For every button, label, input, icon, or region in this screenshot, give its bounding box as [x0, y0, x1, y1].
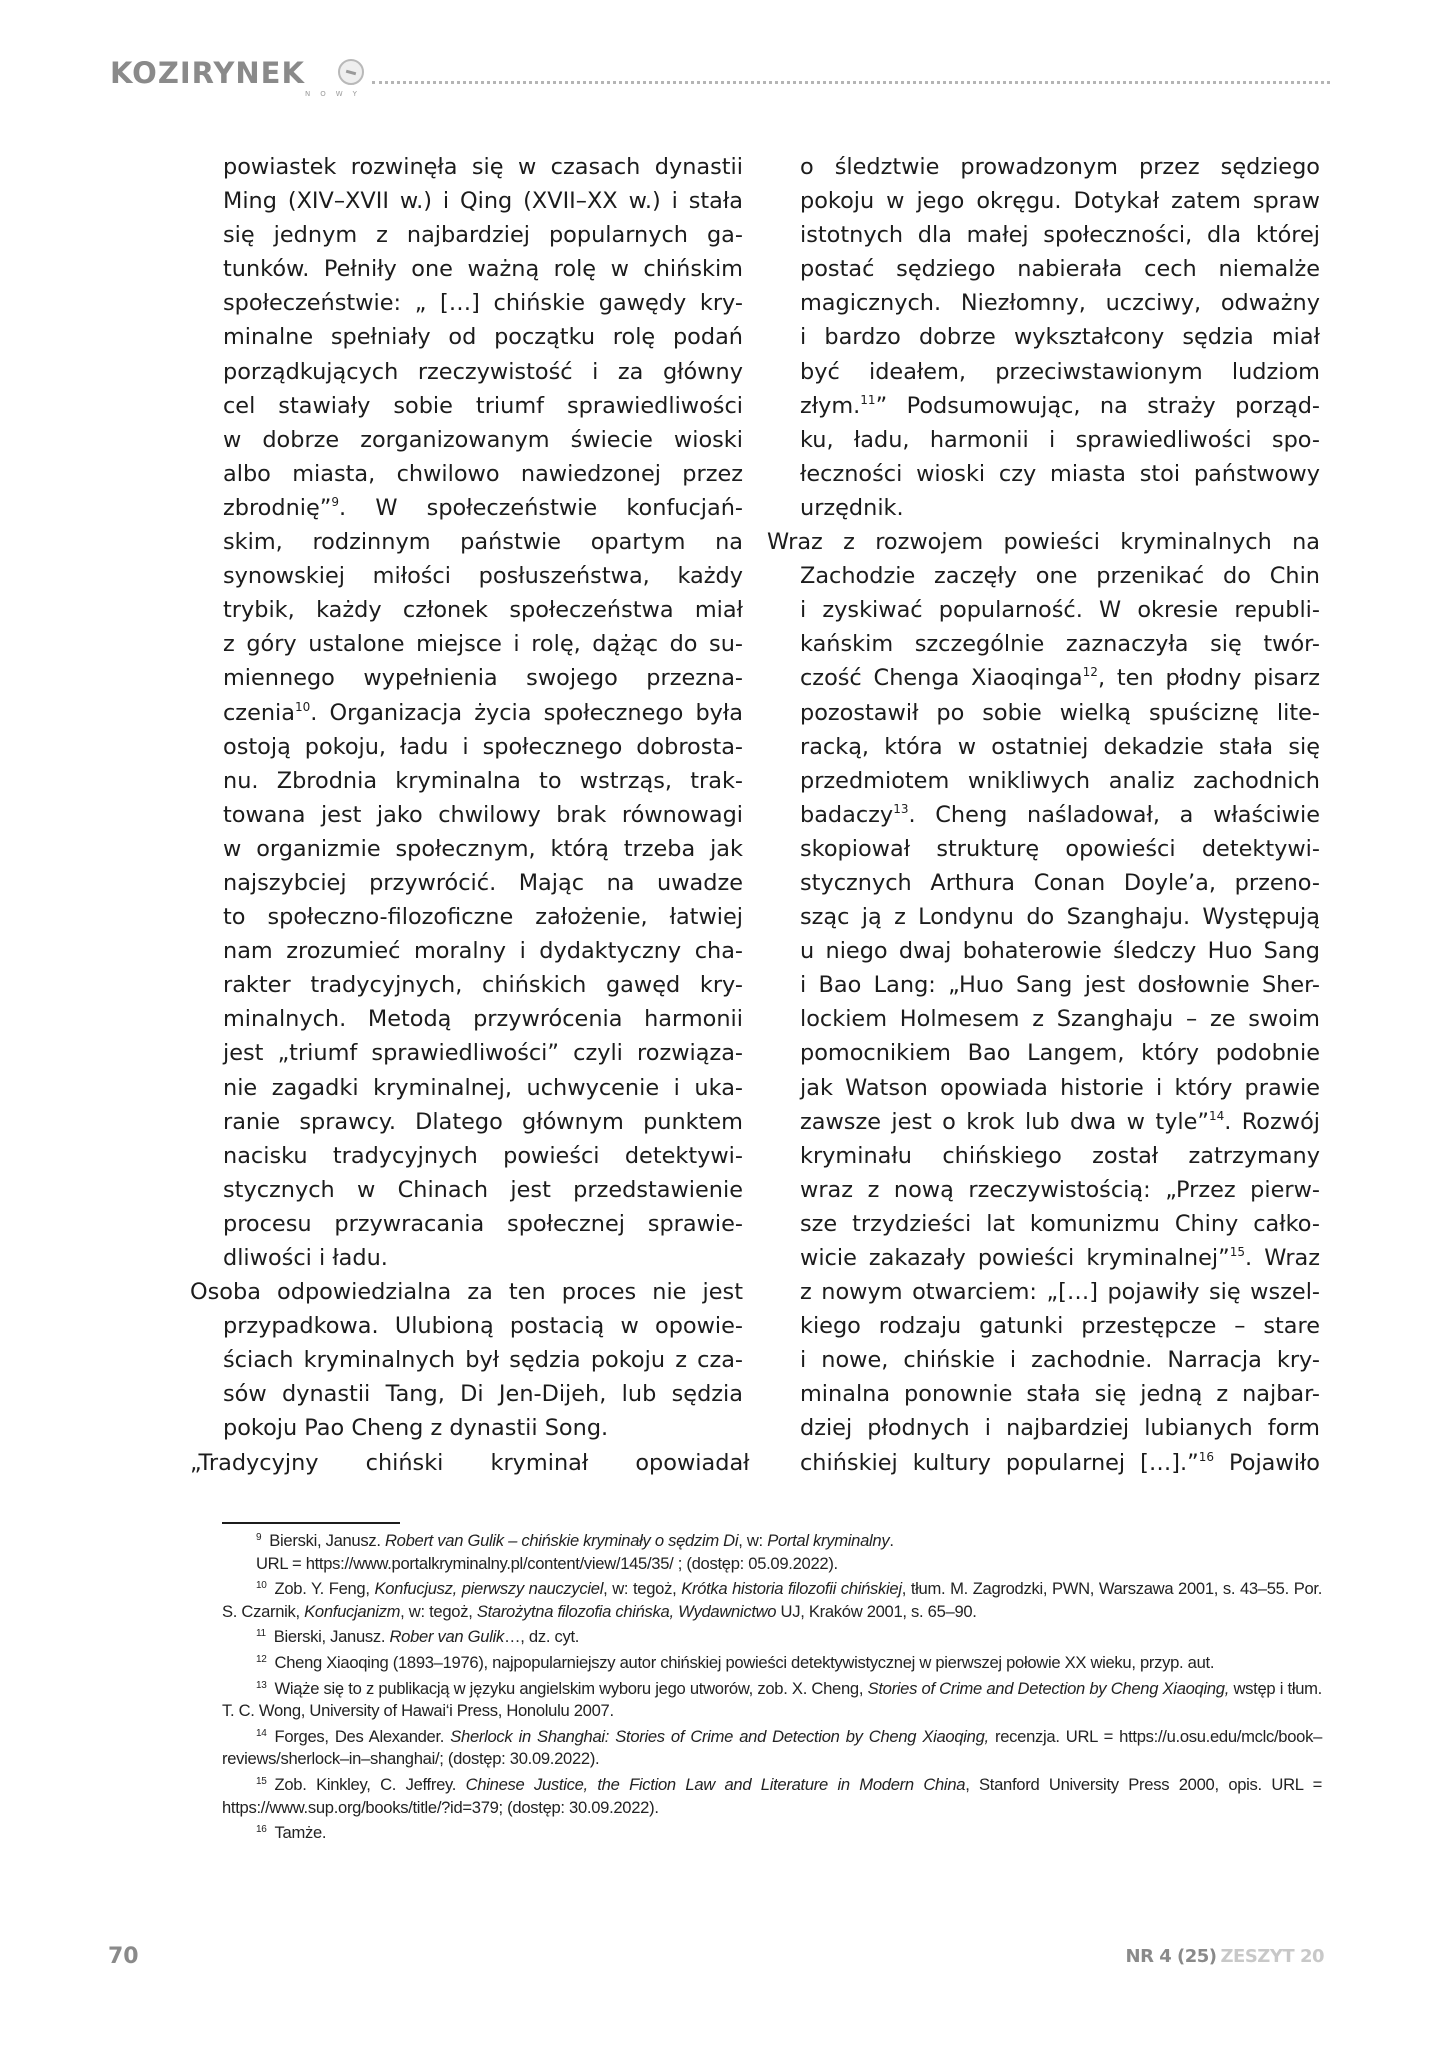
text-line: nam zrozumieć moralny i dydaktyczny cha- — [223, 938, 743, 965]
text-line: nu. Zbrodnia kryminalna to wstrząs, trak- — [223, 767, 743, 794]
text-line: skim, rodzinnym państwie opartym na — [223, 529, 743, 556]
footnote-10: $^{10}$ Zob. Y. Feng, Konfucjusz, pierwszy nauczyciel, w: tegoż, Krótka historia filozofii chińskiej, tłum. M. Zagrodzki, PWN, Warszawa 2001, s. 43–55. Por. S. Czarnik, Konfucjanizm, w: tegoż, Starożytna filozofia chińska, Wydawnictwo UJ, Kraków 2001, s. 65–90. — [222, 1579, 1323, 1621]
text-line: kańskim szczególnie zaznaczyła się twór- — [800, 631, 1320, 658]
footnote-13: $^{13}$ Wiąże się to z publikacją w języku angielskim wyboru jego utworów, zob. X. Cheng, Stories of Crime and Detection by Cheng Xiaoqing, wstęp i tłum. T. C. Wong, University of Hawai‘i Press, Honolulu 2007. — [222, 1678, 1322, 1721]
text-line: złym.$^{11}$” Podsumowując, na straży porząd- — [800, 392, 1320, 419]
text-line: kryminału chińskiego został zatrzymany — [800, 1142, 1320, 1169]
text-line: sów dynastii Tang, Di Jen-Dijeh, lub sędzia — [223, 1381, 743, 1408]
text-line: albo miasta, chwilowo nawiedzonej przez — [223, 460, 743, 487]
footnote-separator — [222, 1522, 400, 1524]
text-line: w organizmie społecznym, którą trzeba jak — [223, 835, 743, 862]
footnote-ref[interactable]: 14 — [1208, 1108, 1225, 1123]
text-line: skopiował strukturę opowieści detektywi- — [800, 835, 1320, 862]
text-line: rakter tradycyjnych, chińskich gawęd kry- — [223, 972, 743, 999]
page-header — [110, 55, 1330, 105]
text-line: i zyskiwać popularność. W okresie republi- — [800, 597, 1320, 624]
footnote-ref[interactable]: 12 — [1082, 665, 1098, 680]
text-line: się jednym z najbardziej popularnych ga- — [223, 222, 743, 249]
text-line: racką, która w ostatniej dekadzie stała się — [800, 733, 1320, 760]
logo-subtitle: NOWY — [305, 90, 367, 98]
seal-emblem-icon — [338, 59, 364, 85]
issue-label — [1126, 1946, 1324, 1967]
paragraph — [767, 525, 1321, 1480]
footnote-ref[interactable]: 16 — [1198, 1449, 1215, 1464]
text-line: przypadkowa. Ulubioną postacią w opowie- — [223, 1313, 743, 1340]
right-column — [767, 150, 1321, 1480]
text-line: towana jest jako chwilowy brak równowagi — [223, 801, 743, 828]
text-line: Zachodzie zaczęły one przenikać do Chin — [800, 563, 1320, 590]
text-line: dziej płodnych i najbardziej lubianych form — [800, 1415, 1320, 1442]
page-number: 70 — [108, 1944, 139, 1969]
text-line: lockiem Holmesem z Szanghaju – ze swoim — [800, 1006, 1320, 1033]
text-line: nie zagadki kryminalnej, uchwycenie i uka- — [223, 1074, 743, 1101]
footnote-9: $^9$ Bierski, Janusz. Robert van Gulik – chińskie kryminały o sędzim Di, w: Portal kryminalny. — [256, 1531, 894, 1550]
text-line: czenia$^{10}$. Organizacja życia społecznego była — [223, 699, 743, 726]
footnote-15: $^{15}$ Zob. Kinkley, C. Jeffrey. Chinese Justice, the Fiction Law and Literature in Modern China, Stanford University Press 2000, opis. URL = https://www.sup.org/books/title/?id=379; (dostęp: 30.09.2022). — [222, 1774, 1323, 1817]
text-line: pomocnikiem Bao Langem, który podobnie — [800, 1040, 1320, 1067]
footnote-16: $^{16}$ Tamże. — [256, 1823, 327, 1843]
footnotes — [222, 1527, 1322, 1845]
footnote-ref[interactable]: 15 — [1229, 1245, 1245, 1259]
text-line: i bardzo dobrze wykształcony sędzia miał — [800, 324, 1320, 351]
issue-number: NR 4 (25) — [1125, 1946, 1217, 1967]
text-line: kiego rodzaju gatunki przestępcze – stare — [800, 1313, 1320, 1340]
text-line: minalne spełniały od początku rolę podań — [223, 324, 743, 351]
text-line: „Tradycyjny chiński kryminał opowiadał — [190, 1449, 750, 1476]
paragraph — [223, 150, 743, 1275]
footnote-14: $^{14}$ Forges, Des Alexander. Sherlock in Shanghai: Stories of Crime and Detection by Cheng Xiaoqing, recenzja. URL = https://u.osu.edu/mclc/book–reviews/sherlock–in–shanghai/; (dostęp: 30.09.2022). — [222, 1726, 1323, 1769]
text-line: jest „triumf sprawiedliwości” czyli rozwiąza- — [223, 1040, 743, 1067]
text-line: tunków. Pełniły one ważną rolę w chińskim — [223, 256, 743, 283]
text-line: to społeczno-filozoficzne założenie, łatwiej — [223, 904, 743, 931]
text-line: jak Watson opowiada historie i który prawie — [800, 1074, 1320, 1101]
text-line: urzędnik. — [800, 494, 904, 521]
zeszyt-number: ZESZYT 20 — [1220, 1946, 1324, 1967]
text-line: pokoju w jego okręgu. Dotykał zatem spraw — [800, 188, 1320, 215]
header-dotted-rule — [372, 81, 1330, 84]
paragraph — [800, 150, 1320, 525]
text-line: w dobrze zorganizowanym świecie wioski — [223, 426, 743, 453]
text-line: przedmiotem wnikliwych analiz zachodnich — [800, 767, 1320, 794]
text-line: cel stawiały sobie triumf sprawiedliwości — [223, 392, 743, 419]
text-line: ściach kryminalnych był sędzia pokoju z cza- — [223, 1347, 743, 1374]
text-line: o śledztwie prowadzonym przez sędziego — [800, 154, 1320, 180]
footnote-ref[interactable]: 9 — [331, 494, 340, 509]
text-line: wicie zakazały powieści kryminalnej”$^{15}$. Wraz — [800, 1245, 1321, 1271]
text-line: sząc ją z Londynu do Szanghaju. Występują — [800, 904, 1320, 931]
text-line: miennego wypełnienia swojego przezna- — [223, 665, 743, 692]
text-line: sze trzydzieści lat komunizmu Chiny całko- — [800, 1210, 1320, 1237]
text-line: i nowe, chińskie i zachodnie. Narracja kry- — [800, 1347, 1320, 1374]
text-line: Wraz z rozwojem powieści kryminalnych na — [767, 529, 1320, 556]
paragraph — [190, 1446, 750, 1480]
text-line: stycznych Arthura Conan Doyle’a, przeno- — [800, 869, 1320, 896]
text-line: pokoju Pao Cheng z dynastii Song. — [223, 1415, 609, 1442]
text-line: istotnych dla małej społeczności, dla której — [800, 222, 1320, 249]
text-line: trybik, każdy członek społeczeństwa miał — [223, 597, 743, 624]
text-line: chińskiej kultury popularnej […].”$^{16}$ Pojawiło — [800, 1449, 1320, 1476]
text-line: stycznych w Chinach jest przedstawienie — [223, 1176, 743, 1203]
text-line: zbrodnię”$^9$. W społeczeństwie konfucjań- — [223, 494, 743, 521]
footnote-ref[interactable]: 11 — [860, 392, 876, 407]
text-line: magicznych. Niezłomny, uczciwy, odważny — [800, 290, 1320, 317]
left-column — [190, 150, 750, 1480]
text-line: nacisku tradycyjnych powieści detektywi- — [223, 1142, 743, 1169]
text-line: z góry ustalone miejsce i rolę, dążąc do su- — [223, 631, 743, 658]
text-line: z nowym otwarciem: „[…] pojawiły się wszel- — [800, 1279, 1320, 1306]
text-line: porządkujących rzeczywistość i za główny — [223, 358, 743, 385]
text-line: Ming (XIV–XVII w.) i Qing (XVII–XX w.) i stała — [223, 188, 743, 215]
footnote-11: $^{11}$ Bierski, Janusz. Rober van Gulik…, dz. cyt. — [256, 1627, 580, 1647]
url-link[interactable]: URL = https://www.portalkryminalny.pl/content/view/145/35/ ; (dostęp: 05.09.2022). — [256, 1553, 838, 1573]
text-line: ranie sprawcy. Dlatego głównym punktem — [223, 1108, 743, 1135]
footnote-12: $^{12}$ Cheng Xiaoqing (1893–1976), najpopularniejszy autor chińskiej powieści detektywistycznej w pierwszej połowie XX wieku, przyp. aut. — [256, 1652, 1215, 1672]
footnote-ref[interactable]: 10 — [294, 699, 311, 714]
text-line: Osoba odpowiedzialna za ten proces nie jest — [190, 1279, 743, 1306]
text-line: i Bao Lang: „Huo Sang jest dosłownie Sher- — [800, 972, 1320, 999]
text-line: pozostawił po sobie wielką spuściznę lite- — [800, 699, 1320, 726]
text-line: wraz z nową rzeczywistością: „Przez pierw- — [800, 1176, 1320, 1203]
text-line: u niego dwaj bohaterowie śledczy Huo Sang — [800, 938, 1320, 965]
footnote-ref[interactable]: 13 — [893, 801, 909, 816]
text-line: postać sędziego nabierała cech niemalże — [800, 256, 1320, 283]
paragraph — [190, 1275, 743, 1445]
text-line: najszybciej przywrócić. Mając na uwadze — [223, 869, 743, 896]
text-line: dliwości i ładu. — [223, 1245, 388, 1271]
text-line: ku, ładu, harmonii i sprawiedliwości spo- — [800, 426, 1320, 453]
text-line: minalnych. Metodą przywrócenia harmonii — [223, 1006, 743, 1033]
text-line: łeczności wioski czy miasta stoi państwowy — [800, 460, 1320, 487]
text-line: społeczeństwie: „ […] chińskie gawędy kry- — [223, 290, 743, 317]
footnote-9-url — [222, 1553, 1322, 1576]
text-line: powiastek rozwinęła się w czasach dynastii — [223, 154, 743, 180]
text-line: zawsze jest o krok lub dwa w tyle”$^{14}$. Rozwój — [800, 1108, 1320, 1135]
text-line: badaczy$^{13}$. Cheng naśladował, a właściwie — [800, 801, 1320, 828]
text-line: procesu przywracania społecznej sprawie- — [223, 1210, 743, 1237]
text-line: minalna ponownie stała się jedną z najbar- — [800, 1381, 1320, 1408]
text-line: ostoją pokoju, ładu i społecznego dobrosta- — [223, 733, 743, 760]
magazine-logo: KOZIRYNEK — [110, 56, 305, 90]
text-line: być ideałem, przeciwstawionym ludziom — [800, 358, 1320, 385]
text-line: synowskiej miłości posłuszeństwa, każdy — [223, 563, 743, 590]
text-line: czość Chenga Xiaoqinga$^{12}$, ten płodny pisarz — [800, 665, 1320, 692]
